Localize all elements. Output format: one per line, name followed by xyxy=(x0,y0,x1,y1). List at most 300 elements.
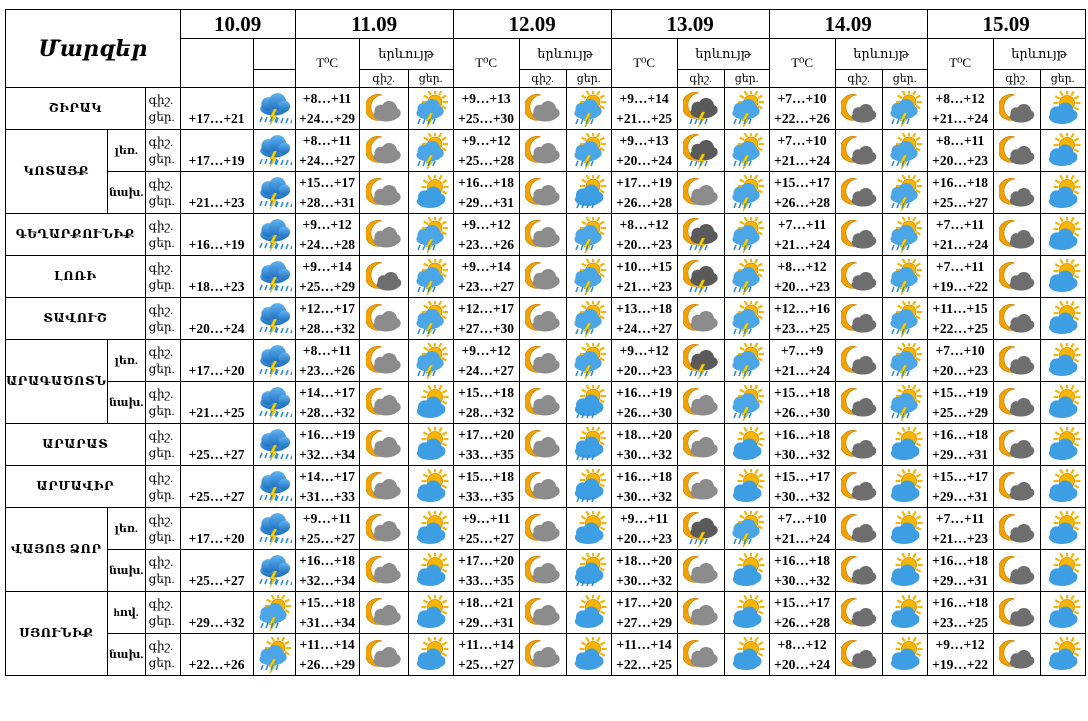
region-name: ԼՈՌԻ xyxy=(6,256,146,298)
weather-night-cell xyxy=(359,634,408,676)
weather-night-cell xyxy=(993,214,1040,256)
temp-range xyxy=(927,214,993,256)
weather-night-cell xyxy=(993,466,1040,508)
night-temp: +9…+11 xyxy=(461,510,511,526)
weather-cell xyxy=(253,592,295,634)
temp-range xyxy=(769,634,835,676)
day-temp: +21…+23 xyxy=(616,278,673,294)
temp-range xyxy=(295,130,359,172)
sun-cloud-icon xyxy=(1045,637,1081,673)
sun-cloud-icon xyxy=(887,553,923,589)
weather-cell xyxy=(253,256,295,298)
moon-cloud-icon xyxy=(841,511,877,547)
weather-cell xyxy=(253,550,295,592)
night-temp: +16…+18 xyxy=(774,426,831,442)
moon-cloud-icon xyxy=(841,385,877,421)
temp-range xyxy=(927,298,993,340)
weather-day-cell xyxy=(408,88,453,130)
cloud-moon-icon xyxy=(366,301,402,337)
sun-storm-icon xyxy=(729,91,765,127)
cloud-moon-icon xyxy=(525,175,561,211)
weather-night-cell xyxy=(677,88,724,130)
weather-day-cell xyxy=(882,508,927,550)
day-temp: +26…+28 xyxy=(774,194,831,210)
temp-range xyxy=(295,592,359,634)
cloud-moon-icon xyxy=(366,511,402,547)
temp-range xyxy=(611,382,677,424)
region-row xyxy=(6,298,1086,340)
day-temp: +21…+24 xyxy=(774,530,831,546)
moon-cloud-icon xyxy=(999,595,1035,631)
day-temp: +21…+24 xyxy=(774,362,831,378)
sun-rain-icon xyxy=(571,553,607,589)
moon-cloud-icon xyxy=(999,217,1035,253)
daynight-label xyxy=(145,550,180,592)
weather-day-cell xyxy=(408,298,453,340)
night-temp: +15…+17 xyxy=(774,594,831,610)
night-label: գիշ. xyxy=(148,260,174,275)
daynight-label xyxy=(145,466,180,508)
weather-night-cell xyxy=(835,634,882,676)
icon-col-blank xyxy=(253,39,295,70)
day-temp: +25…+29 xyxy=(299,278,356,294)
night-header: գիշ. xyxy=(677,70,724,88)
weather-day-cell xyxy=(882,340,927,382)
temp-range: +22…+26 xyxy=(180,634,253,676)
weather-day-cell xyxy=(408,172,453,214)
day-temp: +21…+24 xyxy=(774,152,831,168)
weather-night-cell xyxy=(677,508,724,550)
cloud-moon-icon xyxy=(683,595,719,631)
subzone-label: նախ. xyxy=(107,382,145,424)
temp-range xyxy=(927,424,993,466)
storm-rain-icon xyxy=(256,469,292,505)
temp-range xyxy=(611,466,677,508)
daynight-label xyxy=(145,130,180,172)
sun-storm-icon xyxy=(413,301,449,337)
daynight-label xyxy=(145,214,180,256)
moon-cloud-icon xyxy=(841,343,877,379)
day-label: ցեր. xyxy=(148,319,175,334)
temp-range xyxy=(295,634,359,676)
night-temp: +16…+18 xyxy=(458,174,515,190)
weather-day-cell xyxy=(724,88,769,130)
night-temp: +9…+11 xyxy=(619,510,669,526)
sun-cloud-icon xyxy=(571,511,607,547)
sun-cloud-icon xyxy=(729,553,765,589)
cloud-moon-icon xyxy=(683,175,719,211)
sun-storm-icon xyxy=(571,91,607,127)
night-temp: +17…+20 xyxy=(458,426,515,442)
sun-cloud-icon xyxy=(413,637,449,673)
temp-range xyxy=(769,88,835,130)
night-temp: +15…+18 xyxy=(774,384,831,400)
night-temp: +18…+20 xyxy=(616,426,673,442)
cloud-moon-icon xyxy=(366,343,402,379)
weather-day-cell xyxy=(882,88,927,130)
forecast-table-wrapper xyxy=(5,9,1086,676)
moon-cloud-icon xyxy=(841,91,877,127)
weather-night-cell xyxy=(677,214,724,256)
temp-range xyxy=(295,550,359,592)
night-temp: +15…+18 xyxy=(458,468,515,484)
day-label: ցեր. xyxy=(148,193,175,208)
region-row xyxy=(6,550,1086,592)
cloud-moon-icon xyxy=(525,301,561,337)
weather-day-cell xyxy=(724,424,769,466)
day-label: ցեր. xyxy=(148,277,175,292)
night-temp: +7…+11 xyxy=(935,258,985,274)
day-temp: +29…+31 xyxy=(458,194,515,210)
weather-day-cell xyxy=(724,172,769,214)
weather-night-cell xyxy=(677,298,724,340)
temp-range xyxy=(611,550,677,592)
subzone-label: նախ. xyxy=(107,550,145,592)
sun-cloud-icon xyxy=(1045,469,1081,505)
weather-night-cell xyxy=(359,550,408,592)
weather-night-cell xyxy=(677,550,724,592)
weather-night-cell xyxy=(677,382,724,424)
sun-cloud-icon xyxy=(729,595,765,631)
weather-day-cell xyxy=(1040,424,1085,466)
weather-cell xyxy=(253,424,295,466)
temp-col-header: T⁰C xyxy=(769,39,835,88)
sun-cloud-icon xyxy=(1045,217,1081,253)
weather-night-cell xyxy=(519,88,566,130)
date-header: 12.09 xyxy=(453,10,611,39)
temp-range xyxy=(611,634,677,676)
night-temp: +12…+17 xyxy=(299,300,356,316)
day-temp: +20…+24 xyxy=(616,152,673,168)
day-temp: +33…+35 xyxy=(458,446,515,462)
temp-range xyxy=(453,550,519,592)
daynight-label xyxy=(145,340,180,382)
sun-cloud-icon xyxy=(1045,259,1081,295)
cloud-moon-icon xyxy=(683,553,719,589)
subzone-label: նախ. xyxy=(107,172,145,214)
daynight-label xyxy=(145,424,180,466)
day-temp: +27…+30 xyxy=(458,320,515,336)
storm-rain-icon xyxy=(256,343,292,379)
temp-range xyxy=(453,88,519,130)
day-temp: +22…+26 xyxy=(774,110,831,126)
temp-range xyxy=(295,88,359,130)
weather-day-cell xyxy=(724,298,769,340)
weather-cell xyxy=(253,508,295,550)
temp-range xyxy=(927,634,993,676)
weather-day-cell xyxy=(566,466,611,508)
temp-range xyxy=(611,424,677,466)
weather-night-cell xyxy=(677,256,724,298)
cloud-moon-icon xyxy=(525,385,561,421)
storm-moon-icon xyxy=(683,133,719,169)
cloud-moon-icon xyxy=(366,637,402,673)
weather-day-cell xyxy=(724,382,769,424)
temp-range xyxy=(295,424,359,466)
weather-cell xyxy=(253,382,295,424)
subzone-label: նախ. xyxy=(107,634,145,676)
day-temp: +26…+30 xyxy=(774,404,831,420)
weather-day-cell xyxy=(566,172,611,214)
subzone-label: hով. xyxy=(107,592,145,634)
night-label: գիշ. xyxy=(148,344,174,359)
weather-day-cell xyxy=(408,466,453,508)
region-name: ՇԻՐԱԿ xyxy=(6,88,146,130)
weather-night-cell xyxy=(519,424,566,466)
region-name: ԳԵՂԱՐՔՈՒՆԻՔ xyxy=(6,214,146,256)
weather-day-cell xyxy=(724,592,769,634)
weather-night-cell xyxy=(835,130,882,172)
weather-cell xyxy=(253,466,295,508)
sun-cloud-icon xyxy=(1045,427,1081,463)
weather-night-cell xyxy=(677,466,724,508)
day-temp: +30…+32 xyxy=(774,488,831,504)
day-temp: +24…+27 xyxy=(299,152,356,168)
cloud-moon-icon xyxy=(525,427,561,463)
sun-storm-icon xyxy=(729,175,765,211)
temp-range xyxy=(927,508,993,550)
weather-night-cell xyxy=(359,256,408,298)
subzone-label: լեռ. xyxy=(107,508,145,550)
sun-cloud-icon xyxy=(887,511,923,547)
sun-cloud-icon xyxy=(1045,553,1081,589)
weather-night-cell xyxy=(993,634,1040,676)
temp-range xyxy=(769,382,835,424)
night-temp: +16…+18 xyxy=(932,426,989,442)
night-temp: +7…+9 xyxy=(780,342,824,358)
sun-storm-icon xyxy=(887,259,923,295)
sun-cloud-icon xyxy=(729,427,765,463)
night-label: գիշ. xyxy=(148,134,174,149)
night-temp: +16…+18 xyxy=(932,552,989,568)
cloud-moon-icon xyxy=(525,217,561,253)
weather-day-cell xyxy=(724,634,769,676)
weather-night-cell xyxy=(519,550,566,592)
night-temp: +9…+12 xyxy=(461,132,511,148)
temp-range: +21…+25 xyxy=(180,382,253,424)
moon-cloud-icon xyxy=(841,175,877,211)
night-label: գիշ. xyxy=(148,92,174,107)
region-name: ՎԱՅՈՑ ՁՈՐ xyxy=(6,508,108,592)
moon-cloud-icon xyxy=(841,217,877,253)
weather-col-header: երևույթ xyxy=(835,39,927,70)
weather-day-cell xyxy=(566,634,611,676)
moon-cloud-icon xyxy=(999,637,1035,673)
temp-col-header: T⁰C xyxy=(295,39,359,88)
sun-cloud-icon xyxy=(1045,595,1081,631)
weather-day-cell xyxy=(882,298,927,340)
night-header: գիշ. xyxy=(835,70,882,88)
day-header: ցեր. xyxy=(1040,70,1085,88)
day-temp: +20…+23 xyxy=(774,278,831,294)
weather-night-cell xyxy=(835,214,882,256)
weather-day-cell xyxy=(1040,634,1085,676)
day-label: ցեր. xyxy=(148,445,175,460)
night-temp: +9…+14 xyxy=(619,90,669,106)
weather-night-cell xyxy=(677,130,724,172)
sun-cloud-icon xyxy=(887,595,923,631)
day-header: ցեր. xyxy=(408,70,453,88)
storm-moon-icon xyxy=(683,91,719,127)
weather-day-cell xyxy=(882,214,927,256)
region-name: ԱՐԱԳԱԾՈՏՆ xyxy=(6,340,108,424)
weather-cell xyxy=(253,634,295,676)
night-temp: +11…+15 xyxy=(932,300,988,316)
night-temp: +14…+17 xyxy=(299,384,356,400)
weather-day-cell xyxy=(1040,382,1085,424)
temp-range xyxy=(453,214,519,256)
night-temp: +14…+17 xyxy=(299,468,356,484)
temp-range xyxy=(453,340,519,382)
weather-night-cell xyxy=(835,508,882,550)
daynight-label xyxy=(145,592,180,634)
storm-rain-icon xyxy=(256,553,292,589)
night-temp: +8…+12 xyxy=(777,258,827,274)
weather-day-cell xyxy=(882,466,927,508)
night-temp: +9…+12 xyxy=(461,342,511,358)
weather-day-cell xyxy=(408,634,453,676)
moon-cloud-icon xyxy=(999,91,1035,127)
region-name: ՏԱՎՈՒՇ xyxy=(6,298,146,340)
night-temp: +9…+12 xyxy=(935,636,985,652)
sun-storm-icon xyxy=(413,91,449,127)
temp-range xyxy=(453,382,519,424)
sun-cloud-icon xyxy=(413,553,449,589)
region-row xyxy=(6,172,1086,214)
day-temp: +30…+32 xyxy=(616,572,673,588)
weather-cell xyxy=(253,340,295,382)
sun-cloud-icon xyxy=(1045,91,1081,127)
night-temp: +16…+18 xyxy=(932,594,989,610)
moon-cloud-icon xyxy=(841,637,877,673)
moon-cloud-icon xyxy=(841,427,877,463)
day-temp: +26…+28 xyxy=(774,614,831,630)
weather-cell xyxy=(253,172,295,214)
night-temp: +7…+11 xyxy=(935,216,985,232)
sun-cloud-icon xyxy=(729,469,765,505)
daynight-label xyxy=(145,382,180,424)
weather-day-cell xyxy=(566,424,611,466)
weather-col-header: երևույթ xyxy=(359,39,453,70)
temp-range xyxy=(295,382,359,424)
moon-cloud-icon xyxy=(999,343,1035,379)
temp-col-header: T⁰C xyxy=(611,39,677,88)
weather-day-cell xyxy=(566,382,611,424)
sun-storm-icon xyxy=(413,259,449,295)
temp-range: +20…+24 xyxy=(180,298,253,340)
moon-cloud-icon xyxy=(841,301,877,337)
night-temp: +10…+15 xyxy=(616,258,673,274)
date-header: 13.09 xyxy=(611,10,769,39)
weather-night-cell xyxy=(519,634,566,676)
sun-storm-icon xyxy=(413,343,449,379)
sun-storm-icon xyxy=(571,259,607,295)
cloud-moon-icon xyxy=(525,637,561,673)
night-temp: +15…+19 xyxy=(932,384,989,400)
weather-night-cell xyxy=(993,298,1040,340)
weather-day-cell xyxy=(882,550,927,592)
day-temp: +29…+31 xyxy=(932,572,989,588)
region-name: ԱՐԱՐԱՏ xyxy=(6,424,146,466)
weather-night-cell xyxy=(677,592,724,634)
day-temp: +25…+27 xyxy=(299,530,356,546)
night-temp: +17…+20 xyxy=(458,552,515,568)
cloud-moon-icon xyxy=(683,469,719,505)
sun-storm-icon xyxy=(729,259,765,295)
storm-rain-icon xyxy=(256,175,292,211)
storm-rain-icon xyxy=(256,259,292,295)
weather-day-cell xyxy=(882,130,927,172)
weather-day-cell xyxy=(1040,550,1085,592)
weather-day-cell xyxy=(724,508,769,550)
day-header: ցեր. xyxy=(724,70,769,88)
storm-rain-icon xyxy=(256,427,292,463)
day-label: ցեր. xyxy=(148,571,175,586)
weather-col-header: երևույթ xyxy=(993,39,1085,70)
night-label: գիշ. xyxy=(148,638,174,653)
weather-night-cell xyxy=(835,424,882,466)
day-temp: +32…+34 xyxy=(299,572,356,588)
day-temp: +23…+25 xyxy=(932,614,989,630)
sun-storm-icon xyxy=(729,301,765,337)
cloud-moon-icon xyxy=(366,133,402,169)
sun-cloud-icon xyxy=(887,637,923,673)
night-temp: +8…+11 xyxy=(302,90,352,106)
night-temp: +8…+12 xyxy=(777,636,827,652)
regions-title: Մարզեր xyxy=(6,10,181,88)
day-temp: +32…+34 xyxy=(299,446,356,462)
weather-night-cell xyxy=(677,424,724,466)
region-name: ԿՈՏԱՅՔ xyxy=(6,130,108,214)
weather-night-cell xyxy=(359,172,408,214)
night-temp: +15…+18 xyxy=(299,594,356,610)
weather-day-cell xyxy=(566,592,611,634)
temp-range: +16…+19 xyxy=(180,214,253,256)
cloud-moon-icon xyxy=(366,469,402,505)
temp-range xyxy=(927,466,993,508)
temp-range xyxy=(295,466,359,508)
day-temp: +21…+23 xyxy=(932,530,989,546)
moon-cloud-icon xyxy=(841,133,877,169)
region-row xyxy=(6,256,1086,298)
region-row xyxy=(6,130,1086,172)
night-temp: +7…+10 xyxy=(777,510,827,526)
temp-range xyxy=(927,550,993,592)
weather-night-cell xyxy=(835,88,882,130)
night-temp: +8…+11 xyxy=(935,132,985,148)
sun-cloud-icon xyxy=(729,637,765,673)
temp-range xyxy=(927,172,993,214)
night-temp: +11…+14 xyxy=(458,636,514,652)
weather-night-cell xyxy=(359,214,408,256)
weather-night-cell xyxy=(519,214,566,256)
night-temp: +15…+17 xyxy=(932,468,989,484)
day-temp: +22…+25 xyxy=(616,656,673,672)
day-temp: +28…+32 xyxy=(458,404,515,420)
storm-rain-icon xyxy=(256,217,292,253)
day-temp: +19…+22 xyxy=(932,656,989,672)
region-row xyxy=(6,634,1086,676)
temp-range: +17…+19 xyxy=(180,130,253,172)
weather-day-cell xyxy=(408,592,453,634)
region-name: ԱՐՄԱՎԻՐ xyxy=(6,466,146,508)
night-temp: +8…+11 xyxy=(302,342,352,358)
night-temp: +16…+18 xyxy=(932,174,989,190)
night-label: գիշ. xyxy=(148,470,174,485)
sun-cloud-icon xyxy=(887,427,923,463)
night-temp: +15…+18 xyxy=(458,384,515,400)
day-temp: +20…+23 xyxy=(932,362,989,378)
